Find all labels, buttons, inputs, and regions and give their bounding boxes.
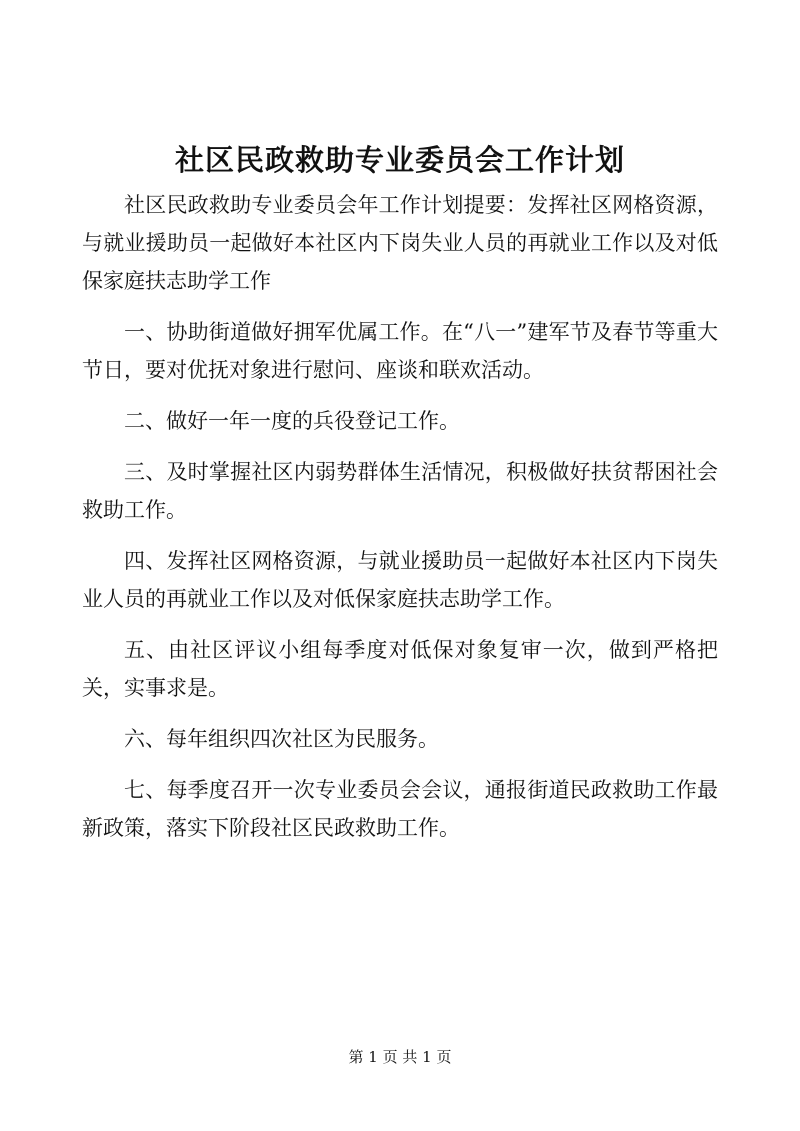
- paragraph-item-3: 三、及时掌握社区内弱势群体生活情况，积极做好扶贫帮困社会救助工作。: [82, 460, 718, 522]
- paragraph-intro: 社区民政救助专业委员会年工作计划提要：发挥社区网格资源，与就业援助员一起做好本社区内下岗失业人员的再就业工作以及对低保家庭扶志助学工作: [82, 193, 718, 293]
- paragraph-item-2: 二、做好一年一度的兵役登记工作。: [124, 409, 460, 433]
- page-number-footer: 第 1 页 共 1 页: [348, 1048, 452, 1066]
- paragraph-item-5: 五、由社区评议小组每季度对低保对象复审一次，做到严格把关，实事求是。: [82, 638, 718, 700]
- paragraph-item-6: 六、每年组织四次社区为民服务。: [124, 727, 439, 751]
- document-title: 社区民政救助专业委员会工作计划: [174, 143, 625, 177]
- paragraph-item-7: 七、每季度召开一次专业委员会会议，通报街道民政救助工作最新政策，落实下阶段社区民政救助工作。: [82, 778, 718, 840]
- paragraph-item-1: 一、协助街道做好拥军优属工作。在“八一”建军节及春节等重大节日，要对优抚对象进行慰问、座谈和联欢活动。: [82, 320, 718, 382]
- paragraph-item-4: 四、发挥社区网格资源，与就业援助员一起做好本社区内下岗失业人员的再就业工作以及对低保家庭扶志助学工作。: [82, 549, 718, 611]
- document-body: [82, 186, 718, 860]
